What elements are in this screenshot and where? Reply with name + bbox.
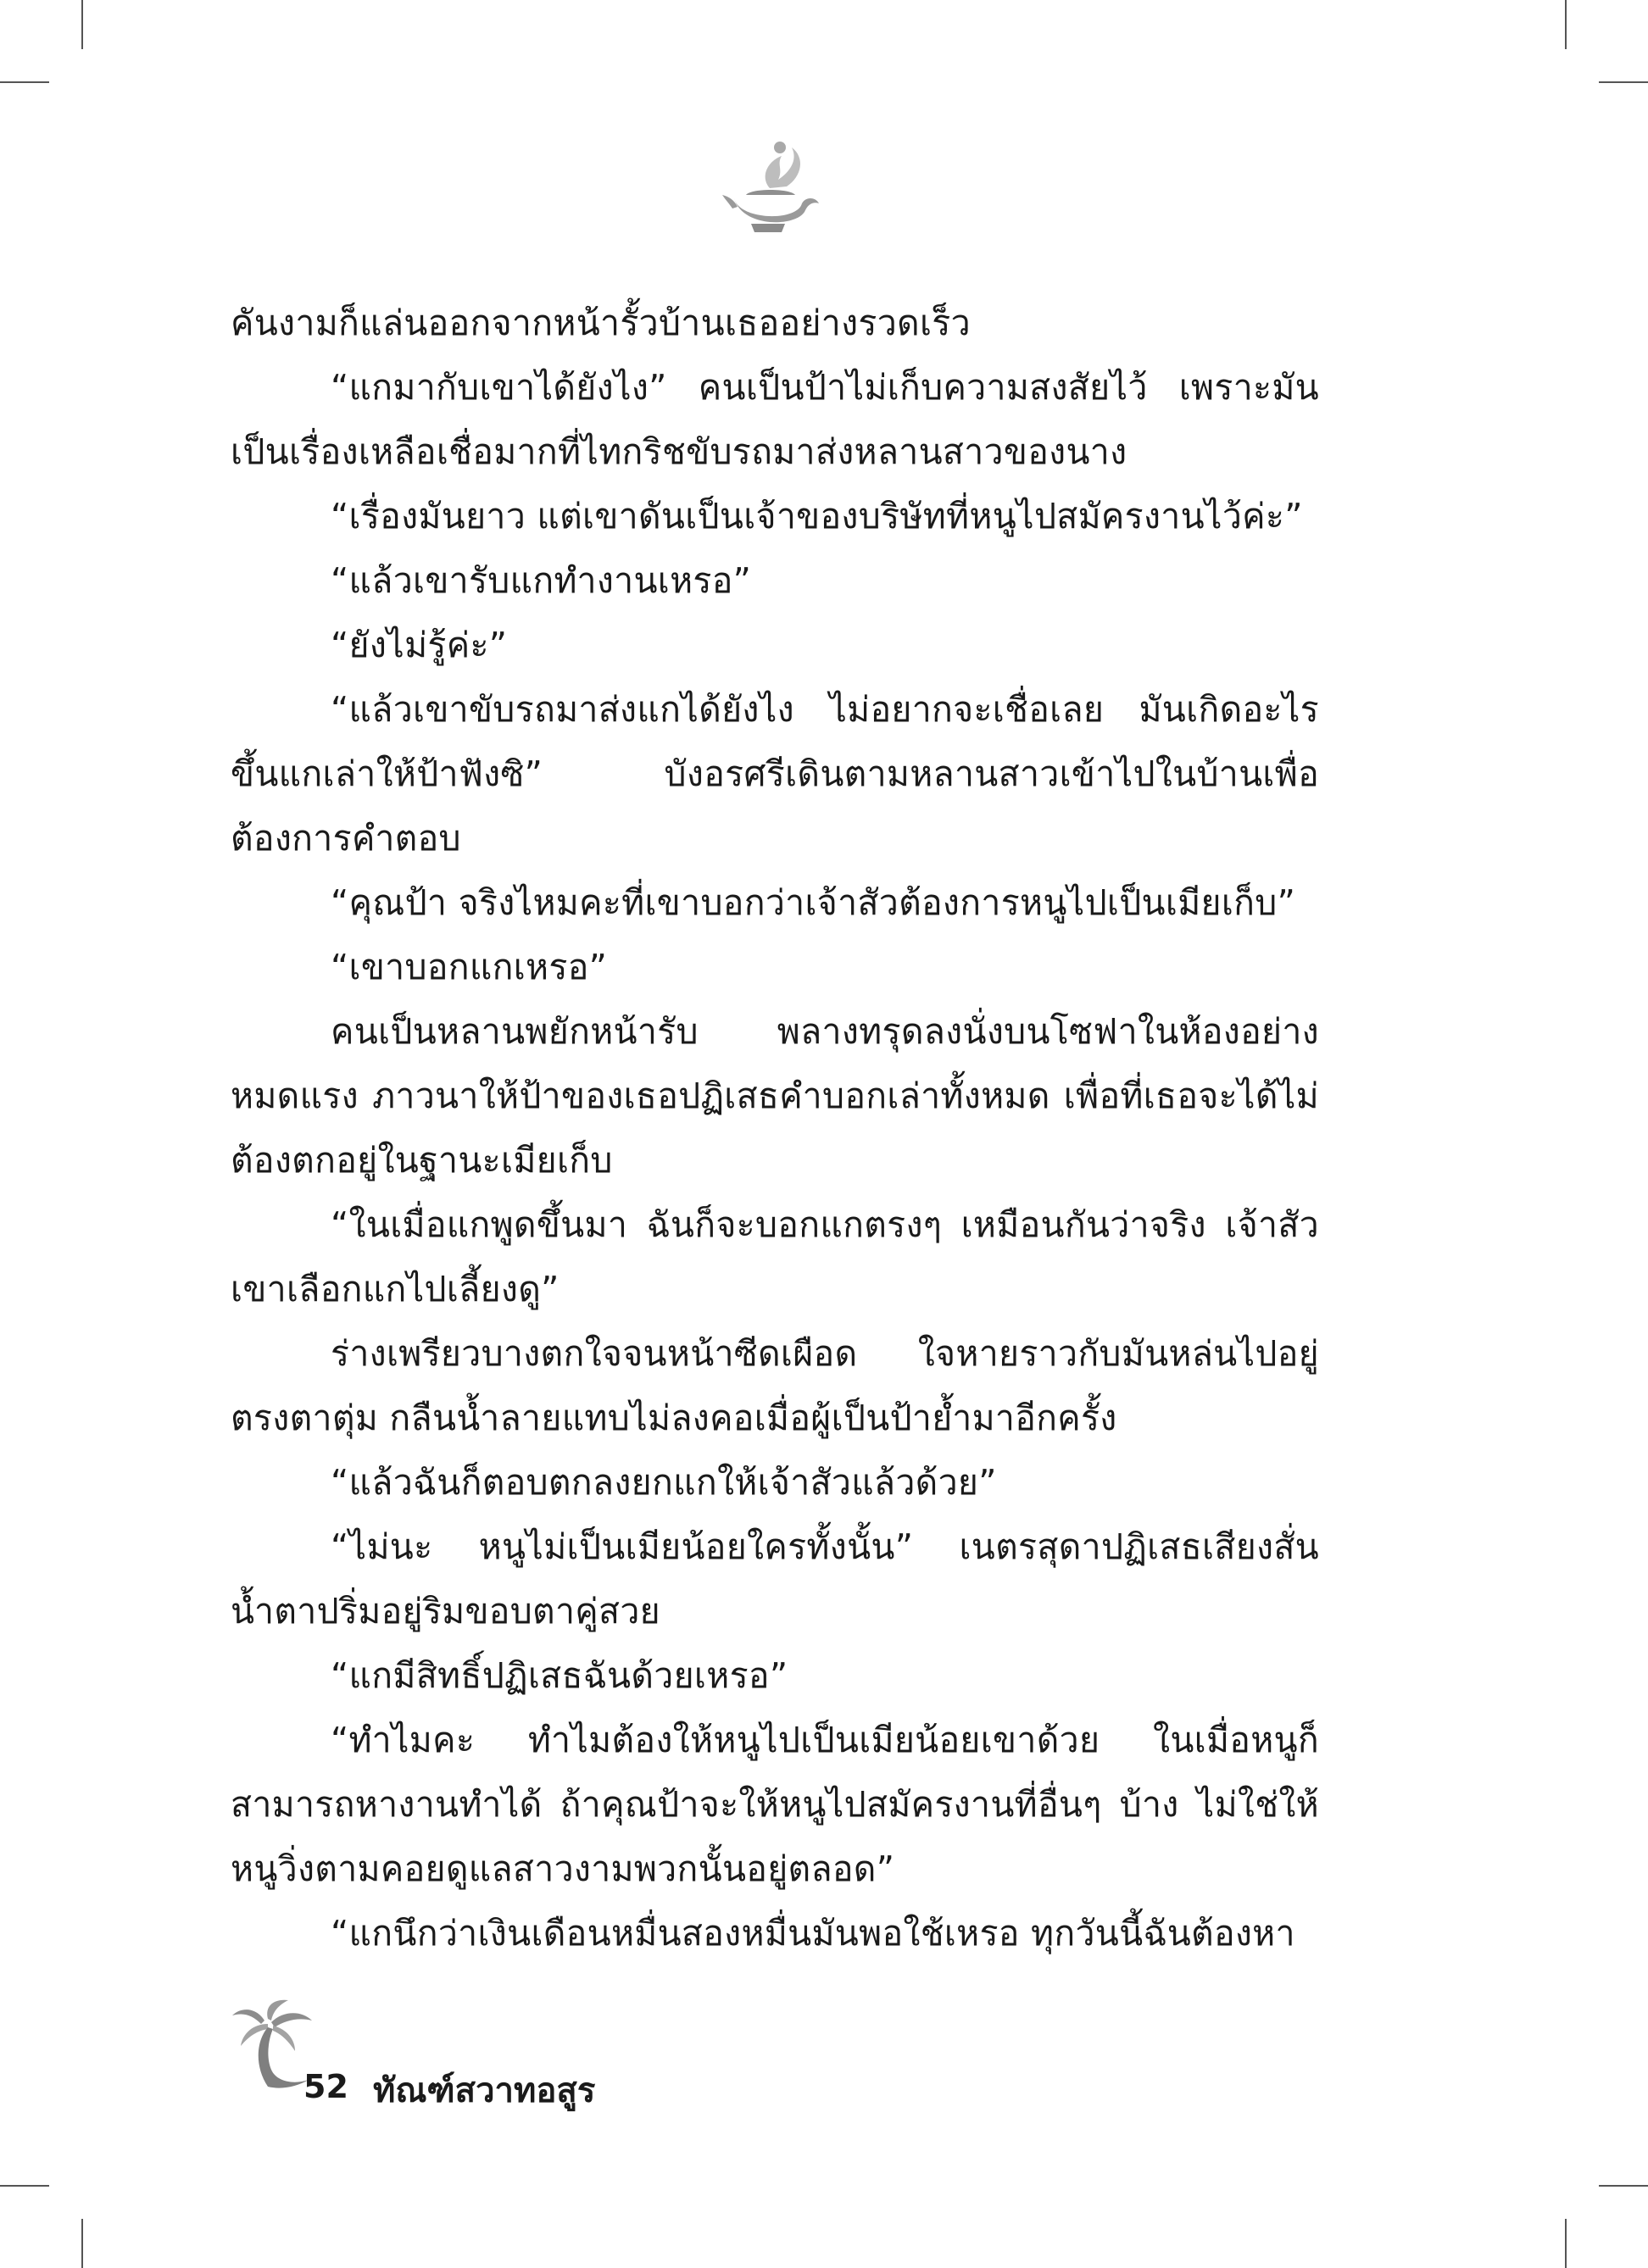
crop-mark: [1565, 0, 1567, 49]
genie-lamp-icon: [717, 136, 827, 246]
paragraph: “แกนึกว่าเงินเดือนหมื่นสองหมื่นมันพอใช้เหรอ ทุกวันนี้ฉันต้องหา: [331, 1913, 1295, 1954]
paragraph: “ยังไม่รู้ค่ะ”: [331, 625, 508, 665]
paragraph: คันงามก็แล่นออกจากหน้ารั้วบ้านเธออย่างรวดเร็ว: [231, 303, 971, 343]
paragraph: คนเป็นหลานพยักหน้ารับ พลางทรุดลงนั่งบนโซฟาในห้องอย่างหมดแรง ภาวนาให้ป้าของเธอปฏิเสธคำบอกเล่าทั้งหมด เพื่อที่เธอจะได้ไม่ต้องตกอยู่ในฐานะเมียเก็บ: [231, 1011, 1319, 1181]
paragraph: “แกมากับเขาได้ยังไง” คนเป็นป้าไม่เก็บความสงสัยไว้ เพราะมันเป็นเรื่องเหลือเชื่อมากที่ไทกริชขับรถมาส่งหลานสาวของนาง: [231, 367, 1319, 472]
paragraph: ร่างเพรียวบางตกใจจนหน้าซีดเผือด ใจหายราวกับมันหล่นไปอยู่ตรงตาตุ่ม กลืนน้ำลายแทบไม่ลงคอเมื่อผู้เป็นป้าย้ำมาอีกครั้ง: [231, 1333, 1319, 1438]
crop-mark: [0, 2185, 49, 2187]
book-title: ทัณฑ์สวาทอสูร: [373, 2071, 596, 2110]
paragraph: “แล้วเขารับแกทำงานเหรอ”: [331, 560, 752, 601]
paragraph: “ในเมื่อแกพูดขึ้นมา ฉันก็จะบอกแกตรงๆ เหมือนกันว่าจริง เจ้าสัวเขาเลือกแกไปเลี้ยงดู”: [231, 1204, 1319, 1309]
page-footer: [231, 1998, 824, 2109]
crop-mark: [1599, 81, 1648, 83]
paragraph: “ไม่นะ หนูไม่เป็นเมียน้อยใครทั้งนั้น” เนตรสุดาปฏิเสธเสียงสั่นน้ำตาปริ่มอยู่ริมขอบตาคู่สวย: [231, 1526, 1319, 1632]
crop-mark: [0, 81, 49, 83]
paragraph: “แล้วฉันก็ตอบตกลงยกแกให้เจ้าสัวแล้วด้วย”: [331, 1462, 997, 1503]
crop-mark: [81, 0, 83, 49]
paragraph: “แกมีสิทธิ์ปฏิเสธฉันด้วยเหรอ”: [331, 1655, 788, 1696]
page-body: [231, 291, 1319, 1965]
palm-tree-icon: [231, 1998, 315, 2092]
crop-mark: [81, 2219, 83, 2268]
paragraph: “ทำไมคะ ทำไมต้องให้หนูไปเป็นเมียน้อยเขาด้วย ในเมื่อหนูก็สามารถหางานทำได้ ถ้าคุณป้าจะให้หนูไปสมัครงานที่อื่นๆ บ้าง ไม่ใช่ให้หนูวิ่งตามคอยดูแลสาวงามพวกนั้นอยู่ตลอด”: [231, 1720, 1319, 1889]
paragraph: “เรื่องมันยาว แต่เขาดันเป็นเจ้าของบริษัทที่หนูไปสมัครงานไว้ค่ะ”: [331, 496, 1303, 536]
paragraph: “คุณป้า จริงไหมคะที่เขาบอกว่าเจ้าสัวต้องการหนูไปเป็นเมียเก็บ”: [331, 882, 1296, 923]
paragraph: “แล้วเขาขับรถมาส่งแกได้ยังไง ไม่อยากจะเชื่อเลย มันเกิดอะไรขึ้นแกเล่าให้ป้าฟังซิ” บังอรศรีเดินตามหลานสาวเข้าไปในบ้านเพื่อต้องการคำตอบ: [231, 689, 1319, 859]
page-number: 52: [303, 2068, 348, 2105]
crop-mark: [1565, 2219, 1567, 2268]
crop-mark: [1599, 2185, 1648, 2187]
paragraph: “เขาบอกแกเหรอ”: [331, 947, 608, 987]
